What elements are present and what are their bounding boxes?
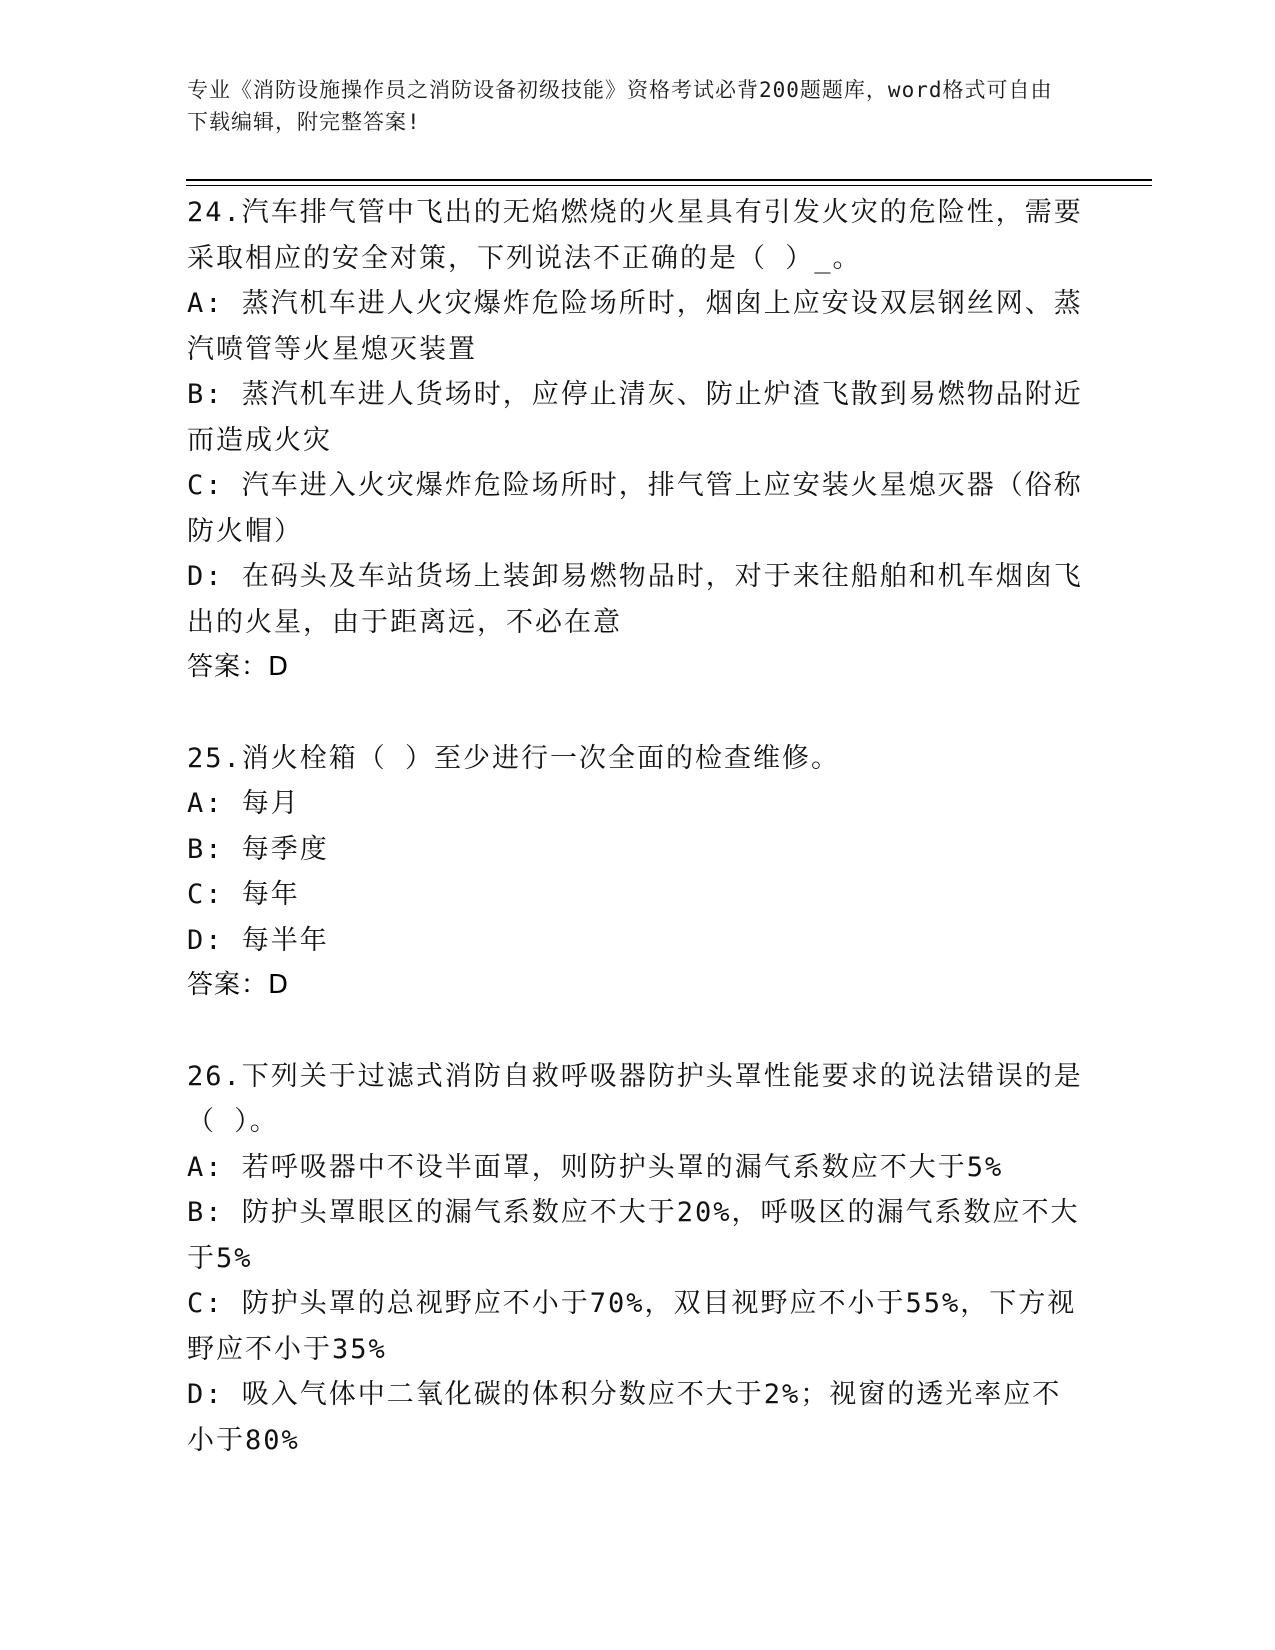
option-a: A: 每月 [187, 788, 300, 819]
header-divider-thin [186, 185, 1152, 186]
answer-label: 答案：D [187, 652, 290, 682]
option-c: C: 每年 [187, 879, 300, 910]
question-stem: 24.汽车排气管中飞出的无焰燃烧的火星具有引发火灾的危险性，需要采取相应的安全对策，下列说法不正确的是（ ）_。 [187, 197, 1083, 274]
option-a: A: 蒸汽机车进人火灾爆炸危险场所时，烟囱上应安设双层钢丝网、蒸汽喷管等火星熄灭装置 [187, 288, 1083, 365]
option-d: D: 每半年 [187, 924, 329, 956]
option-d: D: 在码头及车站货场上装卸易燃物品时，对于来往船舶和机车烟囱飞出的火星，由于距离远，不必在意 [187, 561, 1083, 638]
question-stem: 26.下列关于过滤式消防自救呼吸器防护头罩性能要求的说法错误的是（ ）。 [187, 1060, 1083, 1137]
option-c: C: 汽车进入火灾爆炸危险场所时，排气管上应安装火星熄灭器（俗称防火帽） [187, 470, 1083, 547]
question-stem: 25.消火栓箱（ ）至少进行一次全面的检查维修。 [187, 742, 841, 774]
document-header: 专业《消防设施操作员之消防设备初级技能》资格考试必背200题题库，word格式可自由下载编辑，附完整答案! [187, 78, 1053, 134]
question-list [187, 190, 1087, 1508]
option-c: C: 防护头罩的总视野应不小于70%，双目视野应不小于55%，下方视野应不小于35% [187, 1288, 1077, 1365]
header-divider-thick [186, 179, 1152, 181]
answer-label: 答案：D [187, 970, 290, 1000]
option-d: D: 吸入气体中二氧化碳的体积分数应不大于2%；视窗的透光率应不小于80% [187, 1379, 1062, 1456]
option-b: B: 防护头罩眼区的漏气系数应不大于20%，呼吸区的漏气系数应不大于5% [187, 1197, 1080, 1274]
option-a: A: 若呼吸器中不设半面罩，则防护头罩的漏气系数应不大于5% [187, 1151, 1004, 1183]
question-26 [187, 1054, 1087, 1464]
option-b: B: 每季度 [187, 833, 329, 865]
question-24 [187, 190, 1087, 691]
question-25 [187, 736, 1087, 1009]
option-b: B: 蒸汽机车进人货场时，应停止清灰、防止炉渣飞散到易燃物品附近而造成火灾 [187, 379, 1083, 456]
